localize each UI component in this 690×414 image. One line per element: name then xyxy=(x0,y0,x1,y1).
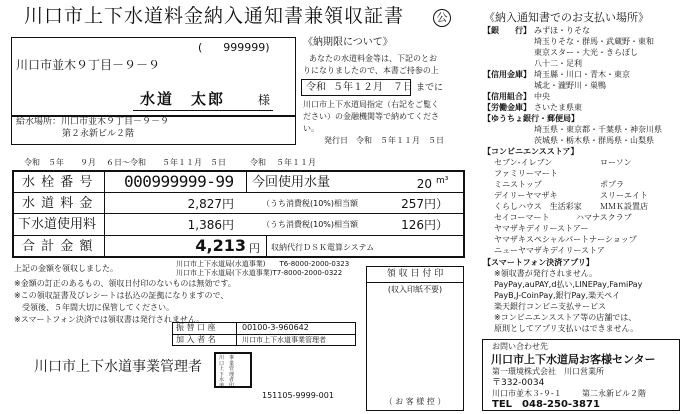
stamp-note: (収入印紙不要) xyxy=(387,285,443,294)
center-phone: TEL 048-250-3871 xyxy=(492,399,600,410)
issue-date: 発行日 令和 ５年１１月 ５日 xyxy=(324,136,444,145)
due-suffix: までに xyxy=(416,83,444,93)
bank-category: 【銀 行】 xyxy=(483,26,531,35)
notice-line-4: ださい）の金融機関等で納めてくださ xyxy=(303,112,439,121)
sewer-fee-label: 下水道使用料 xyxy=(18,217,97,232)
table-row-divider xyxy=(13,213,464,214)
store-name: ニューヤマザキデイリーストア xyxy=(494,246,605,255)
period-month: ９月 xyxy=(80,158,96,167)
transfer-account-number: 00100-3-960642 xyxy=(242,323,309,332)
account-holder-label: 加 入 者 名 xyxy=(176,335,216,344)
payment-places-title: 《納入通知書でのお支払い場所》 xyxy=(484,11,649,24)
reading-era: 令和 xyxy=(250,158,266,167)
store-name: セブン‐イレブン xyxy=(494,158,553,167)
transfer-col-divider xyxy=(236,322,237,346)
customer-center-name: 川口市上下水道局お客様センター xyxy=(491,353,656,366)
account-holder-name: 川口市上下水道事業管理者 xyxy=(242,336,326,344)
sewer-tax-label: （うち消費税(10%)相当額 xyxy=(262,220,359,229)
document-title: 川口市上下水道料金納入通知書兼領収証書 xyxy=(24,5,405,27)
table-row-divider xyxy=(13,192,464,193)
table-col-divider xyxy=(266,236,267,257)
store-name: ミニストップ xyxy=(494,180,542,189)
bank-list: 東京スター・大光・きらぼし xyxy=(534,48,638,57)
store-name: ハマナスクラブ xyxy=(576,213,632,222)
note-line: ※金額の訂正のあるもの、領収日付印のないものは無効です。 xyxy=(14,279,236,288)
honorific: 様 xyxy=(258,93,271,107)
store-name: ヤマザキスペシャルパートナーショップ xyxy=(494,235,637,244)
smartphone-apps: PayPay,auPAY,d払い,LINEPay,FamiPay xyxy=(494,280,643,289)
public-seal-mark: 公 xyxy=(433,9,451,27)
bank-category: 【労働金庫】 xyxy=(483,103,531,112)
period-year: ５年 xyxy=(48,158,64,167)
store-name: ヤマザキデイリーストアー xyxy=(494,224,589,233)
stamp-divider xyxy=(367,282,463,283)
seal-text: 事業管理者印 xyxy=(229,355,235,389)
bank-list: 埼玉縣・川口・青木・東京 xyxy=(534,70,630,79)
document-code: 151105-9999-001 xyxy=(262,391,334,400)
smartphone-category: 【スマートフォン決済アプリ】 xyxy=(483,258,594,267)
company-name: 第一環境株式会社 川口営業所 xyxy=(492,367,604,376)
note-line: 受領後、５年間大切に保管してください。 xyxy=(14,303,174,312)
post-office-category: 【ゆうちょ銀行・郵便局】 xyxy=(483,114,579,123)
total-amount: 4,213 xyxy=(195,236,246,255)
store-name: ローソン xyxy=(600,158,632,167)
customer-name: 水道 太郎 xyxy=(140,90,226,108)
contact-water: 川口市上下水道局(水道事業) T6-8000-2000-0323 xyxy=(176,260,350,268)
total-label: 合 計 金 額 xyxy=(22,239,94,254)
postal-code: 〒332-0034 xyxy=(492,378,545,388)
usage-unit: m³ xyxy=(436,176,449,186)
meter-label: 水 栓 番 号 xyxy=(22,175,94,190)
convenience-category: 【コンビニエンスストア】 xyxy=(483,147,579,156)
issuer-name: 川口市上下水道事業管理者 xyxy=(34,359,202,375)
table-col-divider xyxy=(104,171,105,257)
bank-list: 埼玉りそな・群馬・武蔵野・東和 xyxy=(534,37,654,46)
water-fee-amount: 2,827円 xyxy=(187,197,234,211)
total-unit: 円 xyxy=(249,242,260,255)
period-end-day: ５日 xyxy=(210,158,226,167)
period-end-month: ５年１１月 xyxy=(162,158,202,167)
notice-line-3: 川口市上下水道局指定（右記をご覧く xyxy=(303,100,439,109)
notice-line-1: あなたの水道料金等は、下記のとお xyxy=(309,54,437,63)
water-tax-label: （うち消費税(10%)相当額 xyxy=(262,199,359,208)
bank-category: 【信用金庫】 xyxy=(483,70,531,79)
receipt-note: 上記の金額を領収しました。 xyxy=(14,264,118,273)
store-name: ＭＭＫ設置店 xyxy=(600,202,648,211)
meter-number: 000999999-99 xyxy=(124,172,234,191)
sewer-tax-amount: 126円） xyxy=(401,218,448,232)
transfer-account-label: 振 替 口 座 xyxy=(176,323,216,332)
store-name: くらしハウス 生活彩家 xyxy=(494,202,582,211)
smartphone-note: ※コンビニエンスストア等の店舗では、 xyxy=(494,313,637,322)
seal-text: 川口上下水道 xyxy=(219,355,225,389)
inquiry-label: お問い合わせ先 xyxy=(492,342,548,351)
store-name: スリーエイト xyxy=(600,191,648,200)
payment-agent: 収納代行ＤＳＫ電算システム xyxy=(271,243,375,252)
bank-list: 八十二・足利 xyxy=(534,59,582,68)
smartphone-apps: 楽天銀行コンビニ支払サービス xyxy=(494,302,606,311)
name-underline xyxy=(133,110,273,111)
post-office-list: 埼玉県・東京都・千葉県・神奈川県 xyxy=(534,125,662,134)
customer-address: 川口市並木９丁目－９－９ xyxy=(16,58,161,72)
water-tax-amount: 257円） xyxy=(401,197,448,211)
store-name: デイリーヤマザキ xyxy=(494,191,558,200)
note-line: ※スマートフォン決済では領収書は発行されません。 xyxy=(14,315,205,324)
notice-line-5: い。 xyxy=(303,124,319,133)
customer-copy-label: （ お 客 様 控 ） xyxy=(384,397,446,406)
bank-list: みずほ・りそな xyxy=(534,26,590,35)
smartphone-apps: PayB,J-CoinPay,銀行Pay,楽天ペイ xyxy=(494,291,621,300)
bank-list: さいたま県東 xyxy=(534,103,582,112)
customer-number: ( 999999) xyxy=(198,41,270,54)
due-era: 令和 xyxy=(306,82,326,93)
table-col-divider xyxy=(246,171,247,192)
center-address: 川口市並木３-９-１ xyxy=(492,389,562,398)
store-name: セイコーマート xyxy=(494,213,550,222)
usage-label: 今回使用水量 xyxy=(252,175,331,190)
note-line: ※この領収証書及びレシートは払込の証拠になりますので、 xyxy=(14,291,229,300)
period-range: ６日～令和 xyxy=(106,158,146,167)
sewer-fee-amount: 1,386円 xyxy=(187,218,234,232)
usage-value: 20 xyxy=(416,177,432,191)
bank-list: 城北・瀧野川・巣鴨 xyxy=(534,81,606,90)
bank-category: 【信用組合】 xyxy=(483,92,531,101)
smartphone-note: 原則としてアプリ支払いはできません。 xyxy=(494,324,639,333)
contact-sewer: 川口市上下水道局(下水道事業)T7-8000-2000-0322 xyxy=(176,269,343,277)
official-seal xyxy=(214,352,252,388)
notice-line-2: りになりましたので、本書ご持参の上 xyxy=(303,66,439,75)
supply-place: 給水場所：川口市並木９丁目－９－９ xyxy=(16,117,170,127)
center-address-building: 第二永新ビル２階 xyxy=(582,389,646,398)
store-name: ファミリーマート xyxy=(494,169,558,178)
due-date: ５年１２月 ７日 xyxy=(333,82,413,93)
due-heading: 《納期限について》 xyxy=(303,37,393,48)
store-name: ポプラ xyxy=(600,180,624,189)
water-fee-label: 水 道 料 金 xyxy=(22,196,94,211)
period-era: 令和 xyxy=(24,158,40,167)
supply-place-line2: 第２永新ビル２階 xyxy=(62,129,135,139)
stamp-title: 領 収 日 付 印 xyxy=(386,269,444,279)
post-office-list: 茨城県・栃木県・群馬県・山梨県 xyxy=(534,136,654,145)
reading-date: ５年１１月 xyxy=(276,158,316,167)
smartphone-note: ※領収書が発行されません。 xyxy=(494,269,598,278)
bank-list: 中央 xyxy=(534,92,550,101)
